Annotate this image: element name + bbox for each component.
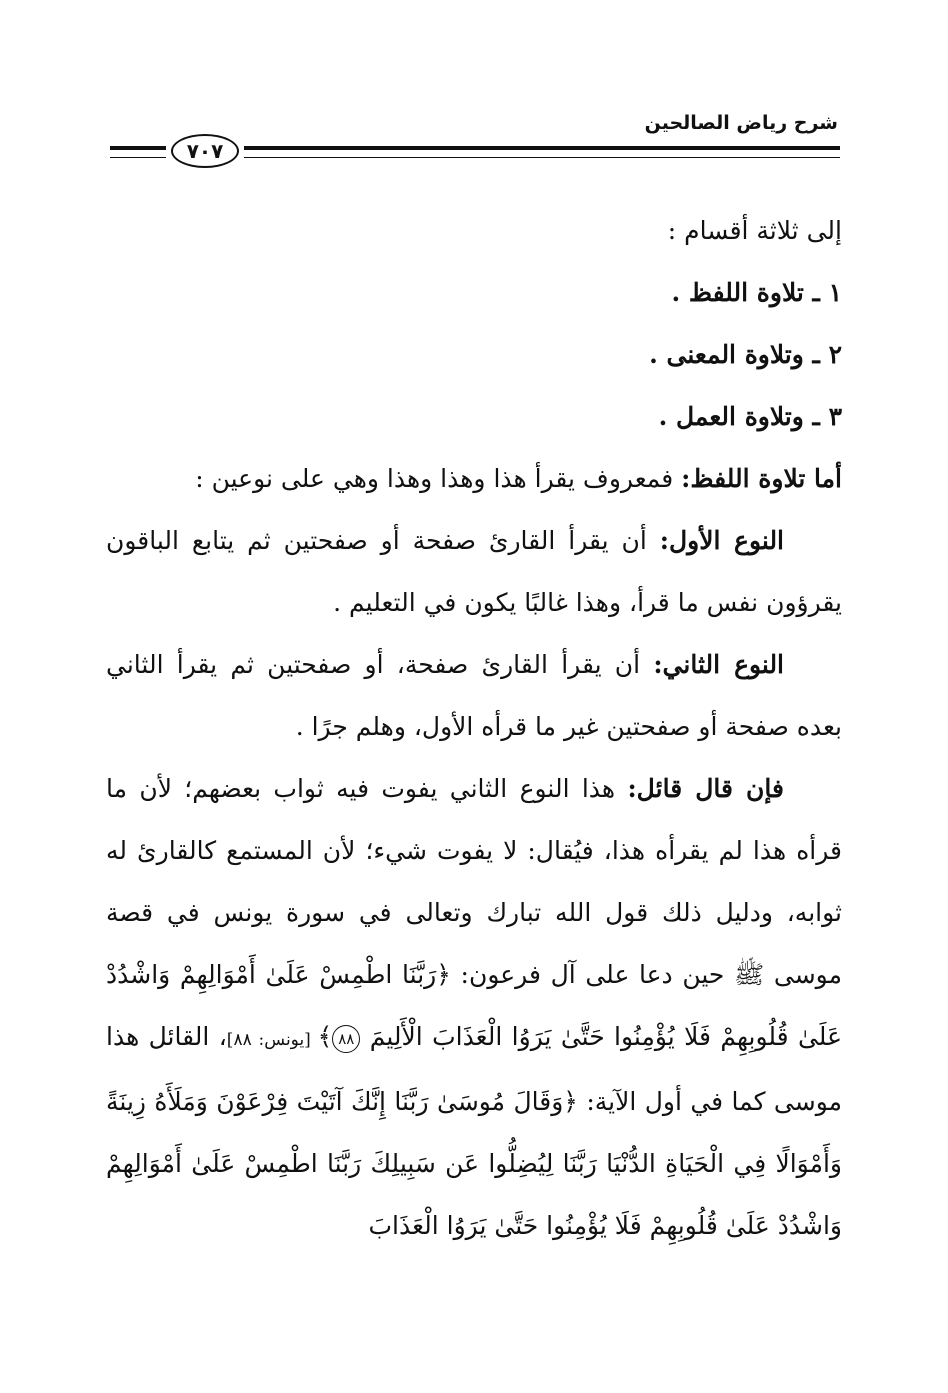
paragraph-lead: فإن قال قائل: bbox=[627, 774, 784, 803]
paragraph-text: هذا النوع الثاني يفوت فيه ثواب بعضهم؛ لأن ما قرأه هذا لم يقرأه هذا، فيُقال: لا يفوت شيء؛ لأن المستمع كالقارئ له ثوابه، ودليل ذلك قول الله تبارك وتعالى في سورة يونس في قصة موسى ﷺ حين دعا على آل فرعون: bbox=[106, 774, 842, 989]
intro-line: إلى ثلاثة أقسام : bbox=[667, 216, 842, 245]
paragraph-text: ، القائل هذا موسى كما في أول الآية: bbox=[106, 1022, 843, 1116]
header-rule-thick-right bbox=[244, 146, 840, 150]
paragraph-text: أن يقرأ القارئ صفحة أو صفحتين ثم يتابع الباقون يقرؤون نفس ما قرأ، وهذا غالبًا يكون في التعليم . bbox=[106, 526, 842, 617]
paragraph-lead: النوع الأول: bbox=[659, 526, 785, 555]
paragraph-lead: أما تلاوة اللفظ: bbox=[681, 464, 842, 493]
page-body bbox=[106, 200, 842, 1257]
page-number: ٧٠٧ bbox=[171, 134, 239, 168]
quran-bracket-open: ﴿ bbox=[436, 960, 451, 989]
list-item: ٢ ـ وتلاوة المعنى . bbox=[649, 340, 842, 369]
header-rule-thin-left bbox=[110, 157, 166, 158]
header-rule-thick-left bbox=[110, 146, 166, 150]
verse-reference: [يونس: ٨٨] bbox=[226, 1030, 318, 1050]
paragraph-recitation-of-words bbox=[106, 448, 842, 510]
list-item: ١ ـ تلاوة اللفظ . bbox=[671, 278, 842, 307]
running-title: شرح رياض الصالحين bbox=[644, 112, 838, 134]
paragraph-second-type bbox=[106, 634, 842, 758]
quran-bracket-close: ﴾ bbox=[317, 1022, 333, 1051]
paragraph-first-type bbox=[106, 510, 842, 634]
paragraph-text: أن يقرأ القارئ صفحة، أو صفحتين ثم يقرأ الثاني بعده صفحة أو صفحتين غير ما قرأه الأول، وهلم جرًا . bbox=[106, 650, 842, 741]
paragraph-text: فمعروف يقرأ هذا وهذا وهذا وهي على نوعين : bbox=[195, 464, 682, 493]
paragraph-objection bbox=[106, 758, 842, 1257]
quran-bracket-open: ﴿ bbox=[563, 1087, 578, 1116]
quran-verse: رَبَّنَا اطْمِسْ عَلَىٰ أَمْوَالِهِمْ وَاشْدُدْ عَلَىٰ قُلُوبِهِمْ فَلَا يُؤْمِنُوا حَتَّىٰ يَرَوُا الْعَذَابَ الْأَلِيمَ bbox=[106, 960, 843, 1051]
quran-verse: وَقَالَ مُوسَىٰ رَبَّنَا إِنَّكَ آتَيْتَ فِرْعَوْنَ وَمَلَأَهُ زِينَةً وَأَمْوَالًا فِي الْحَيَاةِ الدُّنْيَا رَبَّنَا لِيُضِلُّوا عَن سَبِيلِكَ رَبَّنَا اطْمِسْ عَلَىٰ أَمْوَالِهِمْ وَاشْدُدْ عَلَىٰ قُلُوبِهِمْ فَلَا يُؤْمِنُوا حَتَّىٰ يَرَوُا الْعَذَابَ bbox=[106, 1087, 842, 1240]
ayah-number-marker: ٨٨ bbox=[332, 1025, 360, 1053]
header-rule-thin-right bbox=[244, 157, 840, 158]
paragraph-lead: النوع الثاني: bbox=[653, 650, 785, 679]
list-item: ٣ ـ وتلاوة العمل . bbox=[658, 402, 842, 431]
